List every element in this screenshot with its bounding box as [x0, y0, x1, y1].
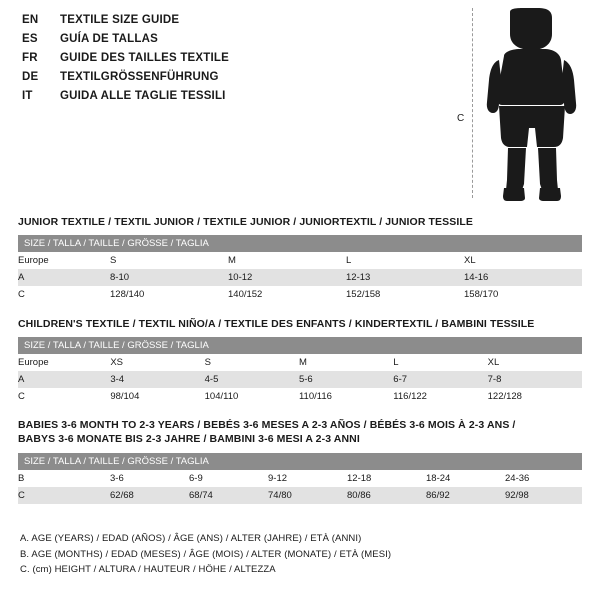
cell: 14-16	[464, 269, 582, 286]
legend-block	[20, 531, 490, 578]
cell: 68/74	[189, 487, 268, 504]
cell: 6-7	[393, 371, 487, 388]
cell: XL	[464, 252, 582, 269]
cell: 104/110	[205, 388, 299, 405]
cell: L	[346, 252, 464, 269]
cell: M	[228, 252, 346, 269]
junior-size-table	[18, 235, 582, 303]
row-label: C	[18, 286, 110, 303]
cell: 3-6	[110, 470, 189, 487]
cell: 12-18	[347, 470, 426, 487]
row-label: Europe	[18, 354, 110, 371]
cell: 110/116	[299, 388, 393, 405]
table-header-row	[18, 235, 582, 252]
cell: XL	[488, 354, 582, 371]
section-title-line-1: BABIES 3-6 MONTH TO 2-3 YEARS / BEBÉS 3-6 MESES A 2-3 AÑOS / BÉBÉS 3-6 MOIS À 2-3 ANS /	[18, 419, 516, 431]
language-title: GUIDE DES TAILLES TEXTILE	[60, 52, 229, 64]
section-title: JUNIOR TEXTILE / TEXTIL JUNIOR / TEXTILE JUNIOR / JUNIORTEXTIL / JUNIOR TESSILE	[18, 216, 473, 228]
measurement-figure	[430, 8, 590, 203]
language-row-es	[22, 33, 352, 52]
cell: 24-36	[505, 470, 582, 487]
table-row	[18, 470, 582, 487]
legend-line-c: C. (cm) HEIGHT / ALTURA / HAUTEUR / HÖHE / ALTEZZA	[20, 564, 276, 575]
language-code: DE	[22, 71, 39, 83]
section-babies-textile	[18, 418, 582, 504]
language-row-en	[22, 14, 352, 33]
cell: 8-10	[110, 269, 228, 286]
legend-line-a: A. AGE (YEARS) / EDAD (AÑOS) / ÂGE (ANS) / ALTER (JAHRE) / ETÀ (ANNI)	[20, 533, 362, 544]
cell: 4-5	[205, 371, 299, 388]
cell: M	[299, 354, 393, 371]
table-header-label: SIZE / TALLA / TAILLE / GRÖSSE / TAGLIA	[18, 453, 582, 470]
section-title: CHILDREN'S TEXTILE / TEXTIL NIÑO/A / TEXTILE DES ENFANTS / KINDERTEXTIL / BAMBINI TESSILE	[18, 318, 535, 330]
toddler-silhouette-icon	[480, 8, 590, 203]
table-row	[18, 269, 582, 286]
table-row	[18, 487, 582, 504]
language-code: EN	[22, 14, 39, 26]
cell: 12-13	[346, 269, 464, 286]
cell: 122/128	[488, 388, 582, 405]
section-junior-textile	[18, 216, 582, 303]
language-row-it	[22, 90, 352, 109]
cell: 86/92	[426, 487, 505, 504]
height-measure-label: C	[457, 113, 465, 124]
language-title: TEXTILE SIZE GUIDE	[60, 14, 180, 26]
language-code: IT	[22, 90, 33, 102]
language-code: ES	[22, 33, 38, 45]
cell: 152/158	[346, 286, 464, 303]
row-label: C	[18, 487, 110, 504]
table-row	[18, 286, 582, 303]
language-title-block	[22, 14, 352, 109]
row-label: A	[18, 371, 110, 388]
language-code: FR	[22, 52, 38, 64]
row-label: B	[18, 470, 110, 487]
cell: 92/98	[505, 487, 582, 504]
cell: 128/140	[110, 286, 228, 303]
section-childrens-textile	[18, 318, 582, 405]
cell: 140/152	[228, 286, 346, 303]
cell: 10-12	[228, 269, 346, 286]
cell: 116/122	[393, 388, 487, 405]
babies-size-table	[18, 453, 582, 504]
cell: 3-4	[110, 371, 204, 388]
language-row-fr	[22, 52, 352, 71]
language-title: GUIDA ALLE TAGLIE TESSILI	[60, 90, 226, 102]
cell: 62/68	[110, 487, 189, 504]
cell: L	[393, 354, 487, 371]
table-row	[18, 354, 582, 371]
cell: 5-6	[299, 371, 393, 388]
row-label: A	[18, 269, 110, 286]
cell: XS	[110, 354, 204, 371]
table-row	[18, 252, 582, 269]
table-header-row	[18, 453, 582, 470]
row-label: Europe	[18, 252, 110, 269]
table-row	[18, 388, 582, 405]
language-row-de	[22, 71, 352, 90]
cell: 158/170	[464, 286, 582, 303]
table-header-label: SIZE / TALLA / TAILLE / GRÖSSE / TAGLIA	[18, 337, 582, 354]
language-title: GUÍA DE TALLAS	[60, 33, 158, 45]
cell: 7-8	[488, 371, 582, 388]
table-header-label: SIZE / TALLA / TAILLE / GRÖSSE / TAGLIA	[18, 235, 582, 252]
height-measure-dashed-line	[472, 8, 473, 198]
cell: 18-24	[426, 470, 505, 487]
cell: 74/80	[268, 487, 347, 504]
legend-line-b: B. AGE (MONTHS) / EDAD (MESES) / ÂGE (MOIS) / ALTER (MONATE) / ETÀ (MESI)	[20, 548, 392, 560]
table-header-row	[18, 337, 582, 354]
table-row	[18, 371, 582, 388]
language-title: TEXTILGRÖSSENFÜHRUNG	[60, 71, 219, 83]
cell: S	[205, 354, 299, 371]
section-title-line-2: BABYS 3-6 MONATE BIS 2-3 JAHRE / BAMBINI 3-6 MESI A 2-3 ANNI	[18, 433, 360, 445]
cell: 98/104	[110, 388, 204, 405]
cell: 9-12	[268, 470, 347, 487]
cell: 80/86	[347, 487, 426, 504]
children-size-table	[18, 337, 582, 405]
row-label: C	[18, 388, 110, 405]
cell: S	[110, 252, 228, 269]
cell: 6-9	[189, 470, 268, 487]
